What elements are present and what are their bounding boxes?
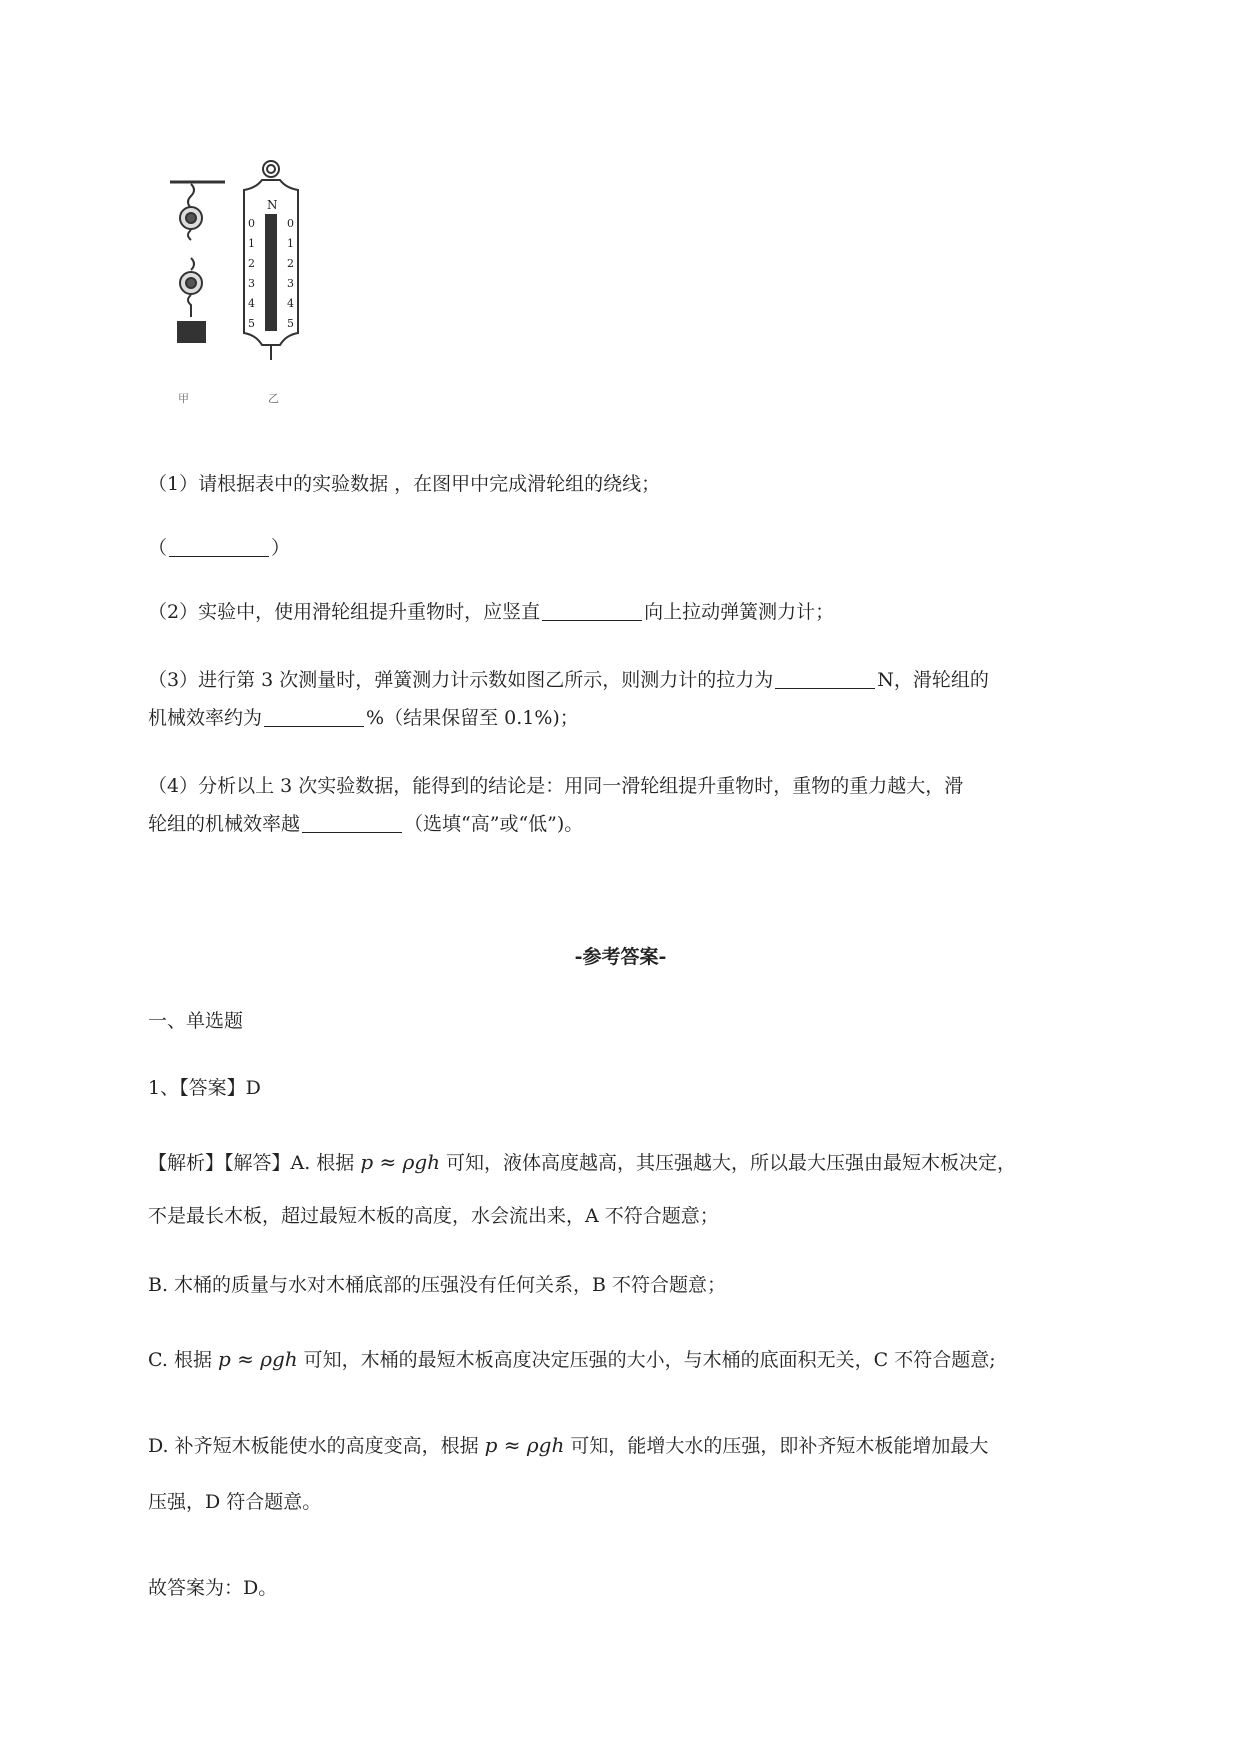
- paren-open: （: [148, 537, 168, 559]
- question-2-text-a: （2）实验中，使用滑轮组提升重物时，应竖直: [148, 601, 541, 623]
- analysis-a-line-2: 不是最长木板，超过最短木板的高度，水会流出来，A 不符合题意；: [148, 1205, 719, 1227]
- question-3-line-1: [148, 666, 1161, 694]
- analysis-b: B. 木桶的质量与水对木桶底部的压强没有任何关系，B 不符合题意；: [148, 1274, 727, 1296]
- scale-tick: 3: [248, 277, 255, 290]
- question-3-text-c: 机械效率约为: [148, 707, 263, 729]
- scale-tick: 1: [287, 237, 294, 250]
- analysis-c: [148, 1345, 1161, 1374]
- question-4-line-2: [148, 810, 1161, 838]
- analysis-d-suffix: 可知，能增大水的压强，即补齐短木板能增加最大: [570, 1435, 989, 1457]
- analysis-d-line-2: 压强，D 符合题意。: [148, 1491, 322, 1513]
- pulley-system: [170, 182, 225, 342]
- pressure-formula: p ≈ ρgh: [217, 1347, 298, 1371]
- scale-unit-label: N: [267, 198, 278, 212]
- question-1: （1）请根据表中的实验数据 ，在图甲中完成滑轮组的绕线；: [148, 473, 661, 495]
- scale-tick: 4: [287, 297, 294, 310]
- analysis-c-suffix: 可知，木桶的最短木板高度决定压强的大小，与木桶的底面积无关，C 不符合题意;: [303, 1349, 996, 1371]
- pressure-formula: p ≈ ρgh: [484, 1433, 565, 1457]
- experiment-figure: [170, 160, 360, 420]
- answer-blank-5[interactable]: [302, 812, 402, 833]
- scale-tick: 0: [248, 217, 255, 230]
- scale-tick: 2: [248, 257, 255, 270]
- pressure-formula: p ≈ ρgh: [360, 1150, 441, 1174]
- scale-tick: 2: [287, 257, 294, 270]
- answer-blank-2[interactable]: [542, 600, 642, 621]
- question-4-line-1: （4）分析以上 3 次实验数据，能得到的结论是：用同一滑轮组提升重物时，重物的重力越大，滑: [148, 775, 964, 797]
- answer-title: -参考答案-: [574, 946, 667, 968]
- scale-tick: 5: [287, 317, 294, 330]
- question-2-text-b: 向上拉动弹簧测力计；: [644, 601, 835, 623]
- question-3-text-a: （3）进行第 3 次测量时，弹簧测力计示数如图乙所示，则测力计的拉力为: [148, 669, 774, 691]
- analysis-c-prefix: C. 根据: [148, 1349, 212, 1371]
- scale-ticks-left: [248, 214, 255, 334]
- question-4-text-c: （选填“高”或“低”)。: [404, 813, 584, 835]
- scale-tick: 0: [287, 217, 294, 230]
- pulley-and-spring-scale-drawing: [170, 160, 360, 390]
- analysis-a-prefix: 【解析】【解答】A. 根据: [148, 1152, 355, 1174]
- paren-close: ）: [271, 537, 291, 559]
- answer-blank-1[interactable]: [169, 536, 269, 557]
- scale-tick: 1: [248, 237, 255, 250]
- section-heading: 一、单选题: [148, 1010, 244, 1032]
- question-4-text-b: 轮组的机械效率越: [148, 813, 301, 835]
- question-1-answer-line: [148, 534, 1161, 562]
- analysis-a-suffix: 可知，液体高度越高，其压强越大，所以最大压强由最短木板决定，: [446, 1152, 1017, 1174]
- analysis-d-line-1: [148, 1431, 1161, 1460]
- figure-label-yi: 乙: [268, 392, 279, 405]
- question-3-text-d: %（结果保留至 0.1%)；: [366, 707, 579, 729]
- scale-ticks-right: [287, 214, 294, 334]
- question-3-line-2: [148, 704, 1161, 732]
- analysis-d-prefix: D. 补齐短木板能使水的高度变高，根据: [148, 1435, 479, 1457]
- answer-blank-4[interactable]: [264, 706, 364, 727]
- answer-item-1: 1、【答案】D: [148, 1077, 261, 1099]
- analysis-a-line-1: [148, 1148, 1161, 1177]
- scale-tick: 5: [248, 317, 255, 330]
- scale-tick: 4: [248, 297, 255, 310]
- answer-conclusion: 故答案为：D。: [148, 1577, 278, 1599]
- question-2: [148, 598, 1161, 626]
- answer-blank-3[interactable]: [775, 668, 875, 689]
- question-3-text-b: N，滑轮组的: [877, 669, 989, 691]
- figure-label-jia: 甲: [178, 392, 189, 405]
- scale-tick: 3: [287, 277, 294, 290]
